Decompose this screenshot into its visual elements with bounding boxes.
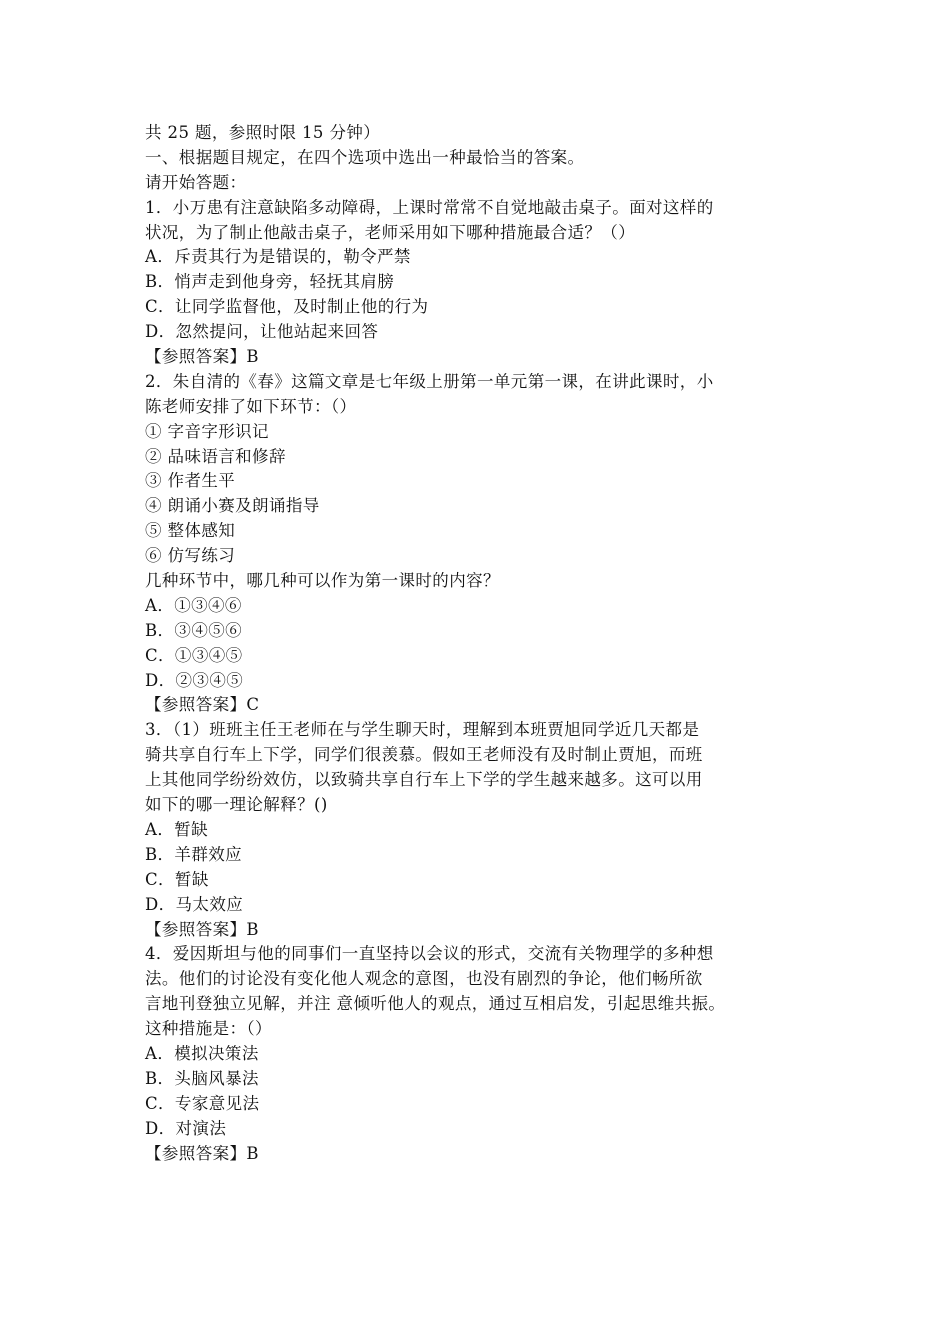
option-c: C．专家意见法 bbox=[145, 1093, 260, 1113]
question-stem-line: 1．小万患有注意缺陷多动障碍，上课时常常不自觉地敲击桌子。面对这样的 bbox=[145, 197, 714, 217]
start-prompt: 请开始答题： bbox=[145, 172, 247, 192]
question-stem-line: 几种环节中，哪几种可以作为第一课时的内容？ bbox=[145, 571, 500, 591]
option-a: A．模拟决策法 bbox=[145, 1043, 259, 1063]
step-item: ⑤ 整体感知 bbox=[145, 521, 236, 541]
question-2 bbox=[145, 370, 810, 718]
question-1 bbox=[145, 196, 810, 370]
intro-line: 共 25 题，参照时限 15 分钟） bbox=[145, 123, 381, 142]
section-instruction: 一、根据题目规定，在四个选项中选出一种最恰当的答案。 bbox=[145, 147, 585, 167]
option-b: B．悄声走到他身旁，轻抚其肩膀 bbox=[145, 272, 395, 292]
question-stem-line: 2．朱自清的《春》这篇文章是七年级上册第一单元第一课，在讲此课时，小 bbox=[145, 371, 714, 391]
step-item: ② 品味语言和修辞 bbox=[145, 446, 286, 466]
question-4 bbox=[145, 942, 810, 1166]
option-d: D．②③④⑤ bbox=[145, 670, 244, 690]
option-d: D．忽然提问，让他站起来回答 bbox=[145, 322, 379, 342]
reference-answer: 【参照答案】B bbox=[145, 919, 259, 939]
question-stem-line: 言地刊登独立见解，并注 意倾听他人的观点，通过互相启发，引起思维共振。 bbox=[145, 994, 726, 1014]
option-d: D．马太效应 bbox=[145, 894, 244, 914]
question-stem-line: 4．爱因斯坦与他的同事们一直坚持以会议的形式，交流有关物理学的多种想 bbox=[145, 944, 714, 964]
document-page bbox=[145, 121, 810, 1166]
question-stem-line: 上其他同学纷纷效仿，以致骑共享自行车上下学的学生越来越多。这可以用 bbox=[145, 770, 703, 790]
option-a: A．斥责其行为是错误的，勒令严禁 bbox=[145, 247, 411, 267]
option-b: B．③④⑤⑥ bbox=[145, 620, 243, 640]
question-stem-line: 3．（1）班班主任王老师在与学生聊天时，理解到本班贾旭同学近几天都是 bbox=[145, 720, 700, 740]
option-c: C．①③④⑤ bbox=[145, 645, 243, 665]
question-stem-line: 这种措施是：（） bbox=[145, 1019, 272, 1039]
option-d: D．对演法 bbox=[145, 1118, 227, 1138]
reference-answer: 【参照答案】B bbox=[145, 1143, 259, 1163]
step-item: ① 字音字形识记 bbox=[145, 421, 269, 441]
question-stem-line: 如下的哪一理论解释？() bbox=[145, 795, 328, 815]
question-3 bbox=[145, 718, 810, 942]
option-b: B．羊群效应 bbox=[145, 844, 243, 864]
reference-answer: 【参照答案】B bbox=[145, 347, 259, 367]
step-item: ④ 朗诵小赛及朗诵指导 bbox=[145, 496, 320, 516]
option-a: A．①③④⑥ bbox=[145, 595, 242, 615]
step-item: ③ 作者生平 bbox=[145, 471, 236, 491]
question-stem-line: 状况，为了制止他敲击桌子，老师采用如下哪种措施最合适？（） bbox=[145, 222, 636, 242]
reference-answer: 【参照答案】C bbox=[145, 695, 260, 715]
question-stem-line: 骑共享自行车上下学，同学们很羡慕。假如王老师没有及时制止贾旭，而班 bbox=[145, 745, 703, 765]
step-item: ⑥ 仿写练习 bbox=[145, 546, 236, 566]
option-c: C．让同学监督他，及时制止他的行为 bbox=[145, 297, 429, 317]
question-stem-line: 陈老师安排了如下环节：（） bbox=[145, 396, 357, 416]
option-a: A．暂缺 bbox=[145, 819, 209, 839]
option-b: B．头脑风暴法 bbox=[145, 1068, 259, 1088]
option-c: C．暂缺 bbox=[145, 869, 209, 889]
question-stem-line: 法。他们的讨论没有变化他人观念的意图，也没有剧烈的争论，他们畅所欲 bbox=[145, 969, 703, 989]
